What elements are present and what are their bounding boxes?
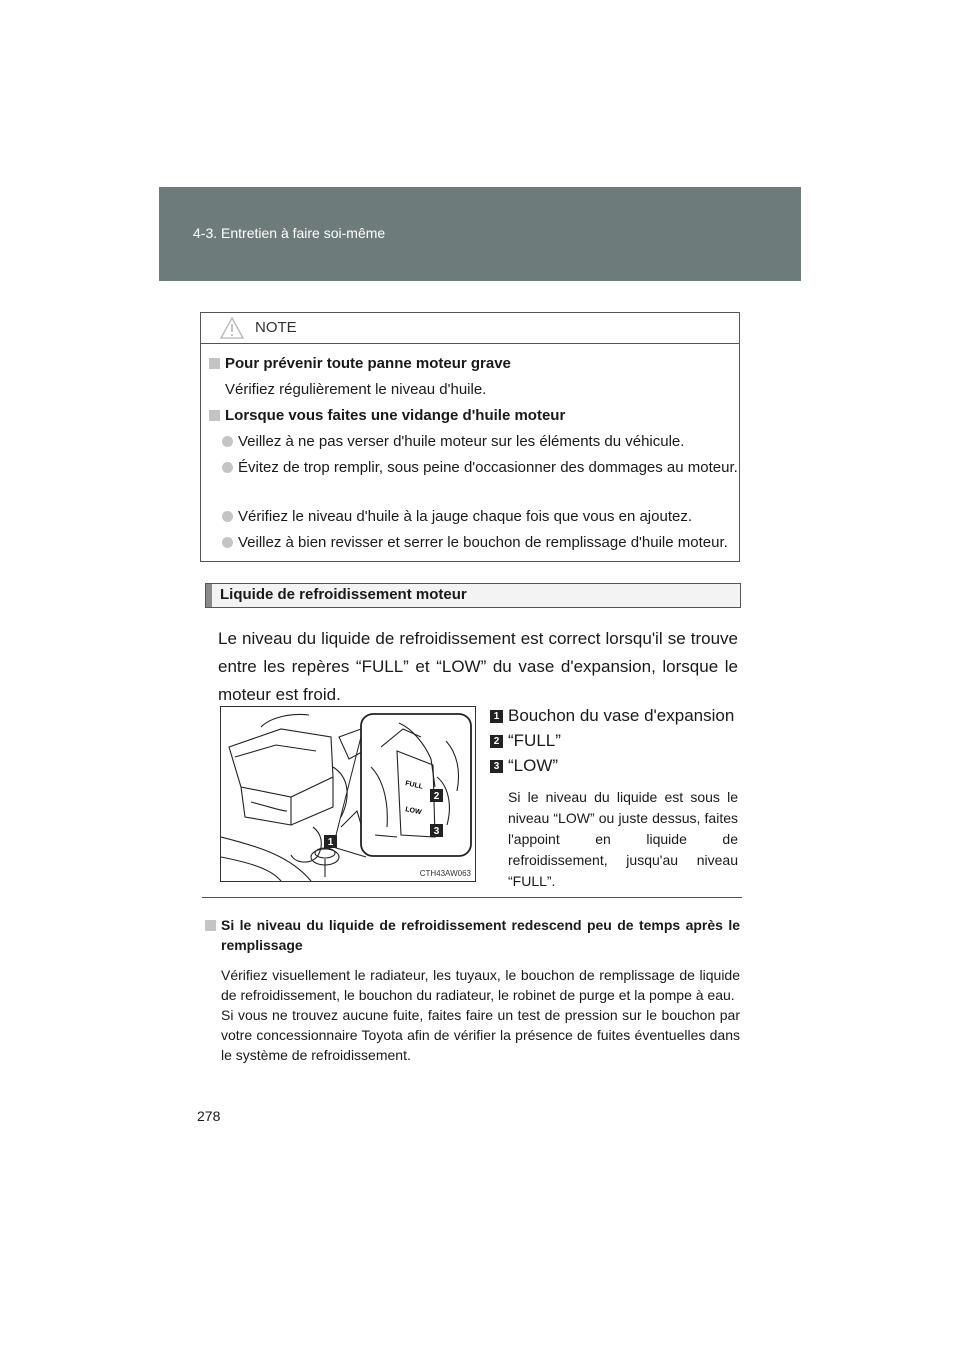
round-bullet-icon: [222, 462, 233, 473]
chapter-header: [159, 187, 801, 281]
round-bullet-icon: [222, 436, 233, 447]
page-number: 278: [197, 1108, 221, 1124]
square-bullet-icon: [205, 920, 216, 931]
section-accent: [206, 584, 212, 607]
note-bullet-1: Veillez à ne pas verser d'huile moteur sur les éléments du véhicule.: [222, 431, 684, 453]
note-bullet-4: Veillez à bien revisser et serrer le bouchon de remplissage d'huile moteur.: [222, 532, 728, 554]
square-bullet-icon: [209, 358, 220, 369]
legend-text: Bouchon du vase d'expansion: [508, 706, 735, 725]
section-intro: Le niveau du liquide de refroidissement est correct lorsqu'il se trouve entre les repères “FULL” et “LOW” du vase d'expansion, lorsque le moteur est froid.: [218, 629, 738, 704]
engine-bay-drawing: [221, 707, 475, 881]
section-title: Liquide de refroidissement moteur: [220, 586, 467, 603]
round-bullet-icon: [222, 537, 233, 548]
figure-callout-1: 1: [327, 837, 334, 848]
bottom-note-heading: Si le niveau du liquide de refroidissement redescend peu de temps après le remplissage: [205, 915, 740, 955]
square-bullet-icon: [209, 410, 220, 421]
legend-text: “FULL”: [508, 731, 561, 750]
tank-mark-low: LOW: [404, 806, 423, 817]
note-heading-1: Pour prévenir toute panne moteur grave: [209, 353, 511, 375]
divider: [202, 897, 742, 898]
tank-mark-full: FULL: [404, 780, 424, 791]
figure-callout-3: 3: [433, 826, 440, 837]
legend-note: Si le niveau du liquide est sous le niveau “LOW” ou juste dessus, faites l'appoint en liquide de refroidissement, jusqu'au niveau “FULL”.: [508, 789, 738, 889]
callout-badge: 2: [490, 735, 503, 748]
note-bullet-2: Évitez de trop remplir, sous peine d'occasionner des dommages au moteur.: [222, 457, 750, 479]
bottom-note-paragraph-2: Si vous ne trouvez aucune fuite, faites faire un test de pression sur le bouchon par votre concessionnaire Toyota afin de vérifier la présence de fuites éventuelles dans le système de refroidissement.: [221, 1007, 740, 1063]
bottom-note-paragraph-1: Vérifiez visuellement le radiateur, les tuyaux, le bouchon de remplissage de liquide de refroidissement, le bouchon du radiateur, le robinet de purge et la pompe à eau.: [221, 967, 740, 1003]
callout-badge: 3: [490, 760, 503, 773]
bottom-note: [205, 915, 740, 1065]
coolant-reservoir-illustration: [220, 706, 476, 882]
figure-code: CTH43AW063: [419, 869, 471, 878]
note-label: NOTE: [255, 319, 297, 336]
note-heading-2: Lorsque vous faites une vidange d'huile moteur: [209, 405, 565, 427]
chapter-title: 4-3. Entretien à faire soi-même: [193, 225, 386, 241]
note-box: [200, 312, 740, 562]
warning-triangle-icon: [220, 317, 244, 339]
figure-callout-2: 2: [433, 791, 440, 802]
note-bullet-3: Vérifiez le niveau d'huile à la jauge chaque fois que vous en ajoutez.: [222, 506, 692, 528]
legend-text: “LOW”: [508, 756, 559, 775]
section-title-bar: [205, 583, 741, 608]
callout-badge: 1: [490, 710, 503, 723]
note-header: [201, 313, 739, 344]
round-bullet-icon: [222, 511, 233, 522]
note-text-1: Vérifiez régulièrement le niveau d'huile.: [225, 381, 487, 398]
